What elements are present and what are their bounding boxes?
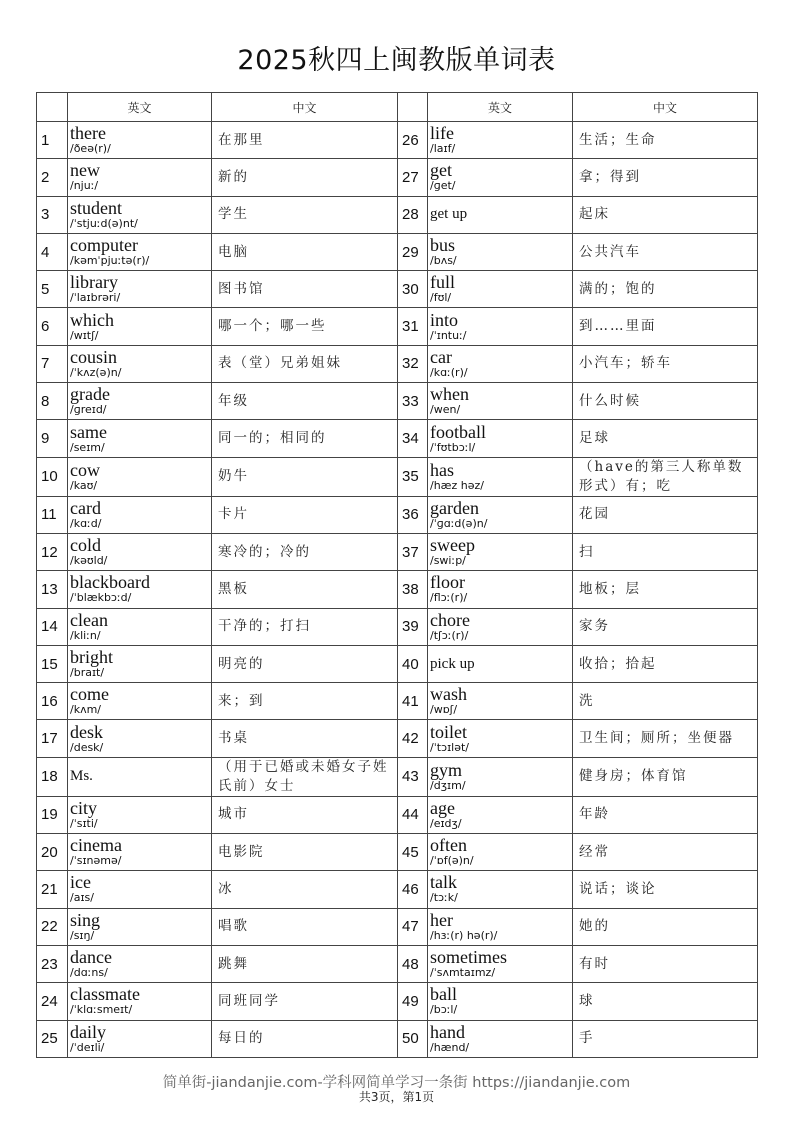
chinese-meaning: 冰	[212, 871, 398, 908]
word-number: 49	[398, 983, 428, 1020]
chinese-meaning: 新的	[212, 159, 398, 196]
header-chinese-left: 中文	[212, 93, 398, 122]
word-number: 19	[37, 796, 68, 833]
english-cell	[428, 571, 573, 608]
table-row	[37, 608, 758, 645]
english-cell	[428, 683, 573, 720]
chinese-meaning: 小汽车；轿车	[573, 345, 758, 382]
footer-page-number: 共3页，第1页	[358, 1090, 435, 1104]
phonetic-transcription: /braɪt/	[70, 666, 105, 679]
phonetic-transcription: /kəmˈpjuːtə(r)/	[70, 254, 150, 268]
english-cell	[68, 271, 212, 308]
chinese-meaning: 花园	[573, 496, 758, 533]
english-word: ball	[430, 984, 457, 1005]
phonetic-transcription: /ˈklɑːsmeɪt/	[70, 1003, 133, 1017]
chinese-meaning: 唱歌	[212, 908, 398, 945]
phonetic-transcription: /hɜː(r) hə(r)/	[430, 928, 498, 942]
chinese-meaning: 年龄	[573, 796, 758, 833]
chinese-meaning: 球	[573, 983, 758, 1020]
english-word: sometimes	[430, 947, 507, 968]
phonetic-transcription: /kəʊld/	[70, 554, 108, 568]
phonetic-transcription: /swiːp/	[430, 554, 466, 568]
phonetic-transcription: /kɑː(r)/	[430, 365, 468, 379]
phonetic-transcription: /ˈɪntuː/	[430, 328, 467, 342]
chinese-meaning: 足球	[573, 420, 758, 457]
table-row	[37, 945, 758, 982]
english-cell	[68, 122, 212, 159]
word-number: 6	[37, 308, 68, 345]
chinese-meaning: 她的	[573, 908, 758, 945]
word-number: 3	[37, 196, 68, 233]
chinese-meaning: 拿；得到	[573, 159, 758, 196]
word-number: 50	[398, 1020, 428, 1057]
header-english-right: 英文	[428, 93, 573, 122]
chinese-meaning: 什么时候	[573, 383, 758, 420]
english-word: hand	[430, 1021, 465, 1042]
phonetic-transcription: /dʒɪm/	[430, 778, 466, 792]
english-word: which	[70, 309, 114, 330]
word-number: 33	[398, 383, 428, 420]
chinese-meaning: 跳舞	[212, 945, 398, 982]
table-row	[37, 908, 758, 945]
word-number: 5	[37, 271, 68, 308]
chinese-meaning: 卫生间；厕所；坐便器	[573, 720, 758, 757]
english-cell	[68, 496, 212, 533]
phonetic-transcription: /ɡet/	[430, 179, 456, 193]
english-cell	[428, 122, 573, 159]
english-word: classmate	[70, 984, 140, 1005]
english-word: car	[430, 346, 452, 367]
chinese-meaning: 健身房；体育馆	[573, 757, 758, 796]
word-number: 41	[398, 683, 428, 720]
phonetic-transcription: /ˈtɔɪlət/	[430, 740, 470, 754]
word-number: 14	[37, 608, 68, 645]
phonetic-transcription: /seɪm/	[70, 440, 105, 454]
english-word: toilet	[430, 721, 467, 742]
chinese-meaning: 同一的；相同的	[212, 420, 398, 457]
phonetic-transcription: /wɪtʃ/	[70, 328, 99, 342]
english-cell	[428, 420, 573, 457]
chinese-meaning: 每日的	[212, 1020, 398, 1057]
chinese-meaning: 在那里	[212, 122, 398, 159]
phonetic-transcription: /ˈsɪti/	[70, 816, 98, 830]
header-no-right	[398, 93, 428, 122]
word-number: 36	[398, 496, 428, 533]
word-number: 27	[398, 159, 428, 196]
english-word: gym	[430, 759, 463, 780]
english-cell	[428, 196, 573, 233]
chinese-meaning: 图书馆	[212, 271, 398, 308]
word-number: 9	[37, 420, 68, 457]
table-row	[37, 645, 758, 682]
chinese-meaning: 书桌	[212, 720, 398, 757]
table-row	[37, 496, 758, 533]
english-cell	[428, 983, 573, 1020]
phonetic-transcription: /kaʊ/	[70, 478, 98, 492]
chinese-meaning: 有时	[573, 945, 758, 982]
word-number: 40	[398, 645, 428, 682]
english-word: life	[430, 123, 454, 144]
word-number: 34	[398, 420, 428, 457]
phonetic-transcription: /tʃɔː(r)/	[430, 628, 469, 642]
word-number: 18	[37, 757, 68, 796]
english-cell	[428, 871, 573, 908]
english-word: into	[430, 309, 459, 330]
word-number: 43	[398, 757, 428, 796]
english-cell	[428, 345, 573, 382]
english-word: grade	[70, 384, 110, 405]
phonetic-transcription: /bʌs/	[430, 254, 457, 268]
word-number: 12	[37, 533, 68, 570]
chinese-meaning: 到……里面	[573, 308, 758, 345]
word-number: 26	[398, 122, 428, 159]
phonetic-transcription: /aɪs/	[70, 891, 94, 905]
english-cell	[68, 945, 212, 982]
phonetic-transcription: /ˈɒf(ə)n/	[430, 854, 474, 868]
chinese-meaning: 电脑	[212, 233, 398, 270]
english-word: new	[70, 160, 100, 181]
table-row	[37, 383, 758, 420]
word-number: 22	[37, 908, 68, 945]
english-word: sweep	[430, 535, 475, 556]
chinese-meaning: 来；到	[212, 683, 398, 720]
chinese-meaning: 手	[573, 1020, 758, 1057]
english-cell	[428, 383, 573, 420]
chinese-meaning: （have的第三人称单数形式）有；吃	[573, 457, 758, 496]
phonetic-transcription: /ˈdeɪli/	[70, 1040, 105, 1054]
english-word: library	[70, 272, 118, 293]
word-number: 20	[37, 834, 68, 871]
word-number: 39	[398, 608, 428, 645]
english-word: blackboard	[70, 572, 150, 593]
english-cell	[68, 233, 212, 270]
word-number: 25	[37, 1020, 68, 1057]
word-number: 15	[37, 645, 68, 682]
english-cell	[68, 683, 212, 720]
word-number: 17	[37, 720, 68, 757]
english-cell	[68, 796, 212, 833]
word-number: 24	[37, 983, 68, 1020]
english-word: bright	[70, 647, 113, 667]
english-word: age	[430, 797, 455, 818]
phonetic-transcription: /hæz həz/	[430, 478, 484, 492]
word-number: 47	[398, 908, 428, 945]
phonetic-transcription: /kliːn/	[70, 628, 101, 642]
table-row	[37, 533, 758, 570]
english-word: floor	[430, 572, 465, 593]
english-cell	[68, 608, 212, 645]
phonetic-transcription: /kʌm/	[70, 703, 102, 717]
phonetic-transcription: /ˈsʌmtaɪmz/	[430, 966, 496, 980]
word-number: 8	[37, 383, 68, 420]
phonetic-transcription: /sɪŋ/	[70, 928, 95, 942]
table-row	[37, 122, 758, 159]
english-cell	[68, 308, 212, 345]
english-word: city	[70, 797, 97, 818]
english-cell	[68, 420, 212, 457]
word-number: 32	[398, 345, 428, 382]
table-row	[37, 271, 758, 308]
phonetic-transcription: /kɑːd/	[70, 516, 102, 530]
english-cell	[428, 796, 573, 833]
english-cell	[68, 1020, 212, 1057]
table-row	[37, 196, 758, 233]
phonetic-transcription: /wɒʃ/	[430, 703, 458, 717]
chinese-meaning: 明亮的	[212, 645, 398, 682]
phonetic-transcription: /njuː/	[70, 179, 99, 193]
phonetic-transcription: /ˈfʊtbɔːl/	[430, 440, 476, 454]
chinese-meaning: 黑板	[212, 571, 398, 608]
table-row	[37, 233, 758, 270]
chinese-meaning: 奶牛	[212, 457, 398, 496]
english-cell	[428, 645, 573, 682]
english-cell	[68, 345, 212, 382]
english-word: desk	[70, 721, 103, 742]
english-word: clean	[70, 609, 108, 630]
english-word: cold	[70, 535, 101, 556]
word-number: 1	[37, 122, 68, 159]
english-cell	[428, 908, 573, 945]
chinese-meaning: 家务	[573, 608, 758, 645]
phonetic-transcription: /ɡreɪd/	[70, 403, 107, 417]
english-cell	[428, 457, 573, 496]
table-row	[37, 457, 758, 496]
chinese-meaning: 卡片	[212, 496, 398, 533]
english-cell	[428, 945, 573, 982]
english-cell	[428, 834, 573, 871]
chinese-meaning: 寒冷的；冷的	[212, 533, 398, 570]
english-word: full	[430, 272, 455, 293]
english-word: daily	[70, 1021, 106, 1042]
chinese-meaning: 地板；层	[573, 571, 758, 608]
header-english-left: 英文	[68, 93, 212, 122]
english-cell	[428, 271, 573, 308]
word-number: 11	[37, 496, 68, 533]
english-word: student	[70, 197, 122, 218]
table-row	[37, 683, 758, 720]
header-chinese-right: 中文	[573, 93, 758, 122]
english-cell	[68, 196, 212, 233]
english-word: pick up	[430, 655, 475, 672]
phonetic-transcription: /tɔːk/	[430, 891, 458, 905]
english-word: her	[430, 909, 453, 930]
footer-site-text: 简单街-jiandanjie.com-学科网简单学习一条街 https://jiandanjie.com	[162, 1075, 631, 1091]
table-row	[37, 871, 758, 908]
phonetic-transcription: /eɪdʒ/	[430, 816, 462, 830]
chinese-meaning: 生活；生命	[573, 122, 758, 159]
english-cell	[428, 533, 573, 570]
english-word: garden	[430, 497, 479, 518]
english-word: dance	[70, 947, 112, 968]
english-cell	[68, 645, 212, 682]
word-number: 30	[398, 271, 428, 308]
english-cell	[68, 757, 212, 796]
word-number: 23	[37, 945, 68, 982]
phonetic-transcription: /ˈlaɪbrəri/	[70, 291, 121, 305]
table-row	[37, 834, 758, 871]
chinese-meaning: （用于已婚或未婚女子姓氏前）女士	[212, 757, 398, 796]
english-word: Ms.	[70, 768, 93, 785]
english-word: chore	[430, 609, 470, 630]
english-word: talk	[430, 872, 457, 893]
english-word: when	[430, 384, 469, 405]
english-word: football	[430, 421, 486, 442]
english-cell	[428, 159, 573, 196]
table-row	[37, 571, 758, 608]
phonetic-transcription: /ˈstjuːd(ə)nt/	[70, 216, 138, 230]
english-cell	[68, 720, 212, 757]
chinese-meaning: 经常	[573, 834, 758, 871]
chinese-meaning: 同班同学	[212, 983, 398, 1020]
chinese-meaning: 说话；谈论	[573, 871, 758, 908]
chinese-meaning: 满的；饱的	[573, 271, 758, 308]
english-word: get	[430, 160, 452, 181]
phonetic-transcription: /dɑːns/	[70, 966, 108, 980]
english-cell	[68, 983, 212, 1020]
english-word: there	[70, 123, 106, 144]
table-header-row	[37, 93, 758, 122]
phonetic-transcription: /wen/	[430, 403, 461, 417]
english-cell	[428, 1020, 573, 1057]
table-row	[37, 983, 758, 1020]
english-cell	[68, 871, 212, 908]
chinese-meaning: 电影院	[212, 834, 398, 871]
english-word: cow	[70, 459, 100, 480]
word-number: 37	[398, 533, 428, 570]
table-row	[37, 308, 758, 345]
english-cell	[68, 571, 212, 608]
english-cell	[68, 834, 212, 871]
english-cell	[428, 308, 573, 345]
table-row	[37, 720, 758, 757]
english-word: card	[70, 497, 101, 518]
chinese-meaning: 扫	[573, 533, 758, 570]
phonetic-transcription: /ˈblækbɔːd/	[70, 591, 132, 605]
english-word: sing	[70, 909, 101, 930]
phonetic-transcription: /laɪf/	[430, 142, 456, 156]
table-row	[37, 159, 758, 196]
phonetic-transcription: /hænd/	[430, 1040, 470, 1054]
word-number: 7	[37, 345, 68, 382]
phonetic-transcription: /ˈɡɑːd(ə)n/	[430, 516, 488, 530]
chinese-meaning: 表（堂）兄弟姐妹	[212, 345, 398, 382]
phonetic-transcription: /ðeə(r)/	[70, 142, 111, 156]
english-cell	[68, 908, 212, 945]
english-cell	[428, 496, 573, 533]
english-cell	[428, 233, 573, 270]
word-number: 29	[398, 233, 428, 270]
word-number: 38	[398, 571, 428, 608]
word-number: 16	[37, 683, 68, 720]
english-word: come	[70, 684, 109, 705]
chinese-meaning: 年级	[212, 383, 398, 420]
word-number: 42	[398, 720, 428, 757]
word-number: 13	[37, 571, 68, 608]
word-number: 31	[398, 308, 428, 345]
english-word: cousin	[70, 346, 117, 367]
table-row	[37, 345, 758, 382]
word-number: 46	[398, 871, 428, 908]
word-number: 21	[37, 871, 68, 908]
chinese-meaning: 干净的；打扫	[212, 608, 398, 645]
english-cell	[68, 383, 212, 420]
word-number: 44	[398, 796, 428, 833]
word-number: 45	[398, 834, 428, 871]
table-row	[37, 796, 758, 833]
phonetic-transcription: /flɔː(r)/	[430, 591, 468, 605]
english-cell	[428, 608, 573, 645]
english-word: often	[430, 835, 467, 856]
english-word: same	[70, 421, 107, 442]
vocabulary-table	[36, 92, 758, 1058]
table-row	[37, 420, 758, 457]
english-word: computer	[70, 235, 138, 256]
word-number: 35	[398, 457, 428, 496]
chinese-meaning: 城市	[212, 796, 398, 833]
english-word: cinema	[70, 835, 122, 856]
english-word: bus	[430, 235, 456, 256]
word-number: 28	[398, 196, 428, 233]
english-word: has	[430, 459, 454, 480]
table-row	[37, 757, 758, 796]
word-number: 48	[398, 945, 428, 982]
english-word: ice	[70, 872, 91, 893]
english-cell	[68, 533, 212, 570]
phonetic-transcription: /ˈkʌz(ə)n/	[70, 365, 122, 379]
english-cell	[68, 159, 212, 196]
chinese-meaning: 学生	[212, 196, 398, 233]
english-cell	[428, 757, 573, 796]
phonetic-transcription: /bɔːl/	[430, 1003, 458, 1017]
phonetic-transcription: /ˈsɪnəmə/	[70, 854, 122, 868]
word-number: 4	[37, 233, 68, 270]
table-row	[37, 1020, 758, 1057]
chinese-meaning: 洗	[573, 683, 758, 720]
english-word: wash	[430, 684, 467, 705]
english-cell	[68, 457, 212, 496]
chinese-meaning: 哪一个；哪一些	[212, 308, 398, 345]
chinese-meaning: 公共汽车	[573, 233, 758, 270]
word-number: 2	[37, 159, 68, 196]
phonetic-transcription: /fʊl/	[430, 291, 452, 305]
chinese-meaning: 收拾；拾起	[573, 645, 758, 682]
phonetic-transcription: /desk/	[70, 740, 104, 754]
word-number: 10	[37, 457, 68, 496]
page-title: 2025秋四上闽教版单词表	[237, 45, 556, 76]
english-cell	[428, 720, 573, 757]
chinese-meaning: 起床	[573, 196, 758, 233]
english-word: get up	[430, 206, 468, 223]
header-no-left	[37, 93, 68, 122]
